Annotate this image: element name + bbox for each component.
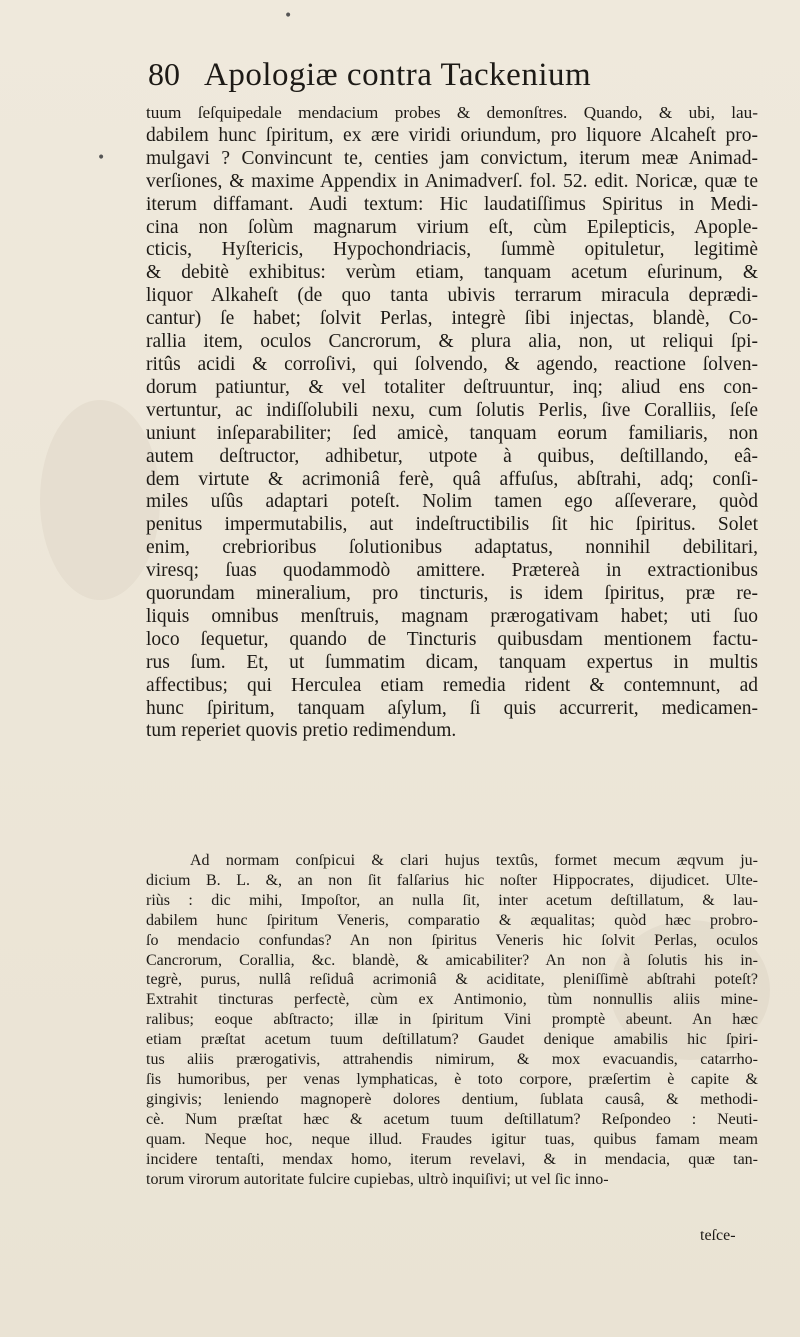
main-text-block [146, 102, 758, 743]
main-text-line: tuum ſeſquipedale mendacium probes & demonſtres. Quando, & ubi, lau- [146, 103, 758, 122]
commentary-line: torum virorum autoritate fulcire cupiebas, ultrò inquiſivi; ut vel ſic inno- [146, 1170, 609, 1188]
page-header [148, 56, 708, 100]
main-text-line: viresq; ſuas quodammodò amittere. Prætereà in extractionibus [146, 560, 758, 582]
commentary-line: etiam præſtat acetum tuum deſtillatum? Gaudet denique amabilis hic ſpiri- [146, 1031, 758, 1049]
commentary-line: riùs : dic mihi, Impoſtor, an nulla ſit, inter acetum deſtillatum, & lau- [146, 891, 758, 909]
catchword: teſce- [700, 1227, 736, 1244]
running-title: Apologiæ contra Tackenium [204, 57, 592, 93]
commentary-line: tegrè, purus, nullâ reſiduâ acrimoniâ & aciditate, pleniſſimè abſtrahi poteſt? [146, 971, 758, 989]
main-text-line: enim, crebrioribus ſolutionibus adaptatus, nonnihil debilitari, [146, 537, 758, 559]
main-text-line: & debitè exhibitus: verùm etiam, tanquam acetum eſurinum, & [146, 262, 758, 284]
main-text-line: iterum diffamant. Audi textum: Hic laudatiſſimus Spiritus in Medi- [146, 193, 758, 215]
main-text-line: vertuntur, ac indiſſolubili nexu, cum ſolutis Perlis, ſive Coralliis, ſeſe [146, 399, 758, 421]
commentary-line: Cancrorum, Corallia, &c. blandè, & amicabiliter? An non à ſolutis his in- [146, 951, 758, 969]
commentary-line: cè. Num præſtat hæc & acetum tuum deſtillatum? Reſpondeo : Neuti- [146, 1110, 758, 1128]
commentary-line: ſis humoribus, per venas lymphaticas, è toto corpore, præſertim è capite & [146, 1070, 758, 1088]
page-number: 80 [148, 56, 180, 92]
commentary-line: Extrahit tincturas perfectè, cùm ex Antimonio, tùm nonnullis aliis mine- [146, 991, 758, 1009]
main-text-line: dorum patiuntur, & vel totaliter deſtruuntur, inq; aliud ens con- [146, 376, 758, 398]
commentary-line: ralibus; eoque abſtracto; illæ in ſpiritum Vini promptè abeunt. An hæc [146, 1011, 758, 1029]
main-text-line: loco ſequetur, quando de Tincturis quibusdam mentionem factu- [146, 628, 758, 650]
ink-mark: • [284, 8, 293, 24]
main-text-line: rus ſum. Et, ut ſummatim dicam, tanquam expertus in multis [146, 651, 758, 673]
main-text-line: cticis, Hyſtericis, Hypochondriacis, ſummè opituletur, legitimè [146, 239, 758, 261]
commentary-line: ſo mendacio confundas? An non ſpiritus Veneris hic ſolvit Perlas, oculos [146, 931, 758, 949]
main-text-line: dem virtute & acrimoniâ ferè, quâ affuſus, abſtrahi, adq; conſi- [146, 468, 758, 490]
commentary-line: tus aliis prærogativis, attrahendis nimirum, & mox evacuandis, catarrho- [146, 1051, 758, 1069]
main-text-line: ritûs acidi & corroſivi, qui ſolvendo, & agendo, reactione ſolven- [146, 353, 758, 375]
commentary-line: dicium B. L. &, an non ſit falſarius hic noſter Hippocrates, dijudicet. Ulte- [146, 871, 758, 889]
main-text-line: cina non ſolùm magnarum virium eſt, cùm Epilepticis, Apople- [146, 216, 758, 238]
main-text-line: uniunt inſeparabiliter; ſed amicè, tanquam eorum familiaris, non [146, 422, 758, 444]
main-text-line: dabilem hunc ſpiritum, ex ære viridi oriundum, pro liquore Alcaheſt pro- [146, 124, 758, 146]
commentary-line: dabilem hunc ſpiritum Veneris, comparatio & æqualitas; quòd hæc probro- [146, 911, 758, 929]
ink-mark: • [97, 150, 106, 166]
commentary-line: quam. Neque hoc, neque illud. Fraudes igitur tuas, quibus famam meam [146, 1130, 758, 1148]
main-text-line: liquor Alkaheſt (de quo tanta ubivis terrarum miracula deprædi- [146, 285, 758, 307]
main-text-line: hunc ſpiritum, tanquam aſylum, ſi quis accurrerit, medicamen- [146, 697, 758, 719]
commentary-line: incidere tentaſti, mendax homo, iterum revelavi, & in mendacia, quæ tan- [146, 1150, 758, 1168]
main-text-line: quorundam mineralium, pro tincturis, is idem ſpiritus, præ re- [146, 583, 758, 605]
main-text-line: tum reperiet quovis pretio redimendum. [146, 720, 457, 742]
paper-stain [40, 400, 160, 600]
commentary-line: gingivis; leniendo magnoperè dolores dentium, ſublata causâ, & methodi- [146, 1090, 758, 1108]
main-text-line: affectibus; qui Herculea etiam remedia rident & contemnunt, ad [146, 674, 758, 696]
commentary-line: Ad normam conſpicui & clari hujus textûs, formet mecum æqvum ju- [190, 852, 758, 869]
main-text-line: mulgavi ? Convincunt te, centies jam convictum, iterum meæ Animad- [146, 147, 758, 169]
main-text-line: penitus impermutabilis, aut indeſtructibilis ſit hic ſpiritus. Solet [146, 514, 758, 536]
commentary-text-block [146, 851, 758, 1189]
main-text-line: rallia item, oculos Cancrorum, & plura alia, non, ut reliqui ſpi- [146, 331, 758, 353]
main-text-line: autem deſtructor, adhibetur, utpote à quibus, deſtillando, eâ- [146, 445, 758, 467]
main-text-line: liquis omnibus menſtruis, magnam prærogativam habet; uti ſuo [146, 605, 758, 627]
main-text-line: cantur) ſe habet; ſolvit Perlas, integrè ſibi injectas, blandè, Co- [146, 308, 758, 330]
main-text-line: miles uſûs adaptari poteſt. Nolim tamen ego aſſeverare, quòd [146, 491, 758, 513]
main-text-line: verſiones, & maxime Appendix in Animadverſ. fol. 52. edit. Noricæ, quæ te [146, 170, 758, 192]
